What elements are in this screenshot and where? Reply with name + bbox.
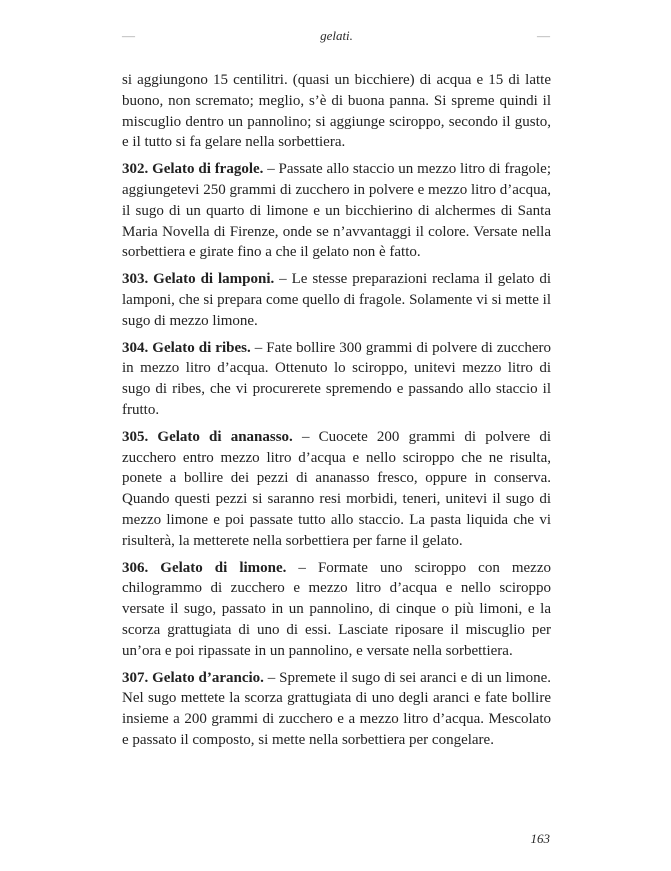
recipe-lead: 307. Gelato d’arancio. bbox=[122, 669, 264, 686]
recipe-paragraph-304 bbox=[122, 338, 551, 421]
header-rule-left: — bbox=[122, 28, 136, 43]
recipe-text: si aggiungono 15 centilitri. (quasi un bicchiere) di acqua e 15 di latte buono, non scremato; meglio, s’è di buona panna. Si spreme quindi il miscuglio dentro un pannolino; si aggiunge sciroppo, secondo il gusto, e il tutto si fa gelare nella sorbettiera. bbox=[122, 72, 551, 151]
running-header bbox=[122, 28, 551, 44]
recipe-paragraph-302 bbox=[122, 159, 551, 263]
recipe-text: – Spremete il sugo di sei aranci e di un limone. Nel sugo mettete la scorza grattugiata di uno degli aranci e fate bollire insieme a 200 grammi di zucchero e a mezzo litro d’acqua. Mescolato e passato il composto, si mette nella sorbettiera per congelare. bbox=[122, 669, 551, 748]
recipe-lead: 304. Gelato di ribes. bbox=[122, 339, 251, 356]
recipe-text: – Le stesse preparazioni reclama il gelato di lamponi, che si prepara come quello di fragole. Solamente vi si mette il sugo di mezzo limone. bbox=[122, 271, 551, 329]
page-body bbox=[122, 70, 551, 751]
page-number: 163 bbox=[530, 831, 550, 846]
recipe-paragraph-305 bbox=[122, 427, 551, 552]
recipe-paragraph-306 bbox=[122, 558, 551, 662]
page-content bbox=[122, 28, 551, 757]
recipe-text: – Fate bollire 300 grammi di polvere di zucchero in mezzo litro d’acqua. Ottenuto lo sciroppo, unitevi mezzo litro di sugo di ribes, che vi procurerete spremendo e passando allo staccio il frutto. bbox=[122, 339, 551, 418]
recipe-lead: 302. Gelato di fragole. bbox=[122, 161, 264, 178]
continuation-paragraph bbox=[122, 70, 551, 153]
recipe-lead: 305. Gelato di ananasso. bbox=[122, 428, 293, 445]
recipe-text: – Passate allo staccio un mezzo litro di fragole; aggiungetevi 250 grammi di zucchero in polvere e mezzo litro d’acqua, il sugo di un quarto di limone e un bicchierino di alchermes di Santa Maria Novella di Firenze, onde se n’avvantaggi il colore. Versate nella sorbettiera e girate fino a che il gelato non è fatto. bbox=[122, 161, 551, 261]
header-rule-right: — bbox=[536, 28, 551, 43]
header-title: gelati. bbox=[320, 28, 353, 43]
recipe-text: – Cuocete 200 grammi di polvere di zucchero entro mezzo litro d’acqua e nello sciroppo che ne risulta, ponete a bollire dei pezzi di ananasso fresco, oppure in conserva. Quando questi pezzi si saranno resi morbidi, teneri, unitevi il sugo di mezzo limone e poi passate tutto allo staccio. La pasta liquida che vi risulterà, la metterete nella sorbettiera per farne il gelato. bbox=[122, 428, 551, 549]
recipe-lead: 306. Gelato di limone. bbox=[122, 559, 287, 576]
recipe-text: – Formate uno sciroppo con mezzo chilogrammo di zucchero e mezzo litro d’acqua e nello sciroppo versate il sugo, passato in un pannolino, di cinque o più limoni, e la scorza grattugiata di uno di essi. Lasciate riposare il miscuglio per un’ora e poi ripassate in un pannolino, e versate nella sorbettiera. bbox=[122, 559, 551, 659]
recipe-paragraph-307 bbox=[122, 668, 551, 751]
recipe-paragraph-303 bbox=[122, 269, 551, 331]
recipe-lead: 303. Gelato di lamponi. bbox=[122, 271, 275, 288]
